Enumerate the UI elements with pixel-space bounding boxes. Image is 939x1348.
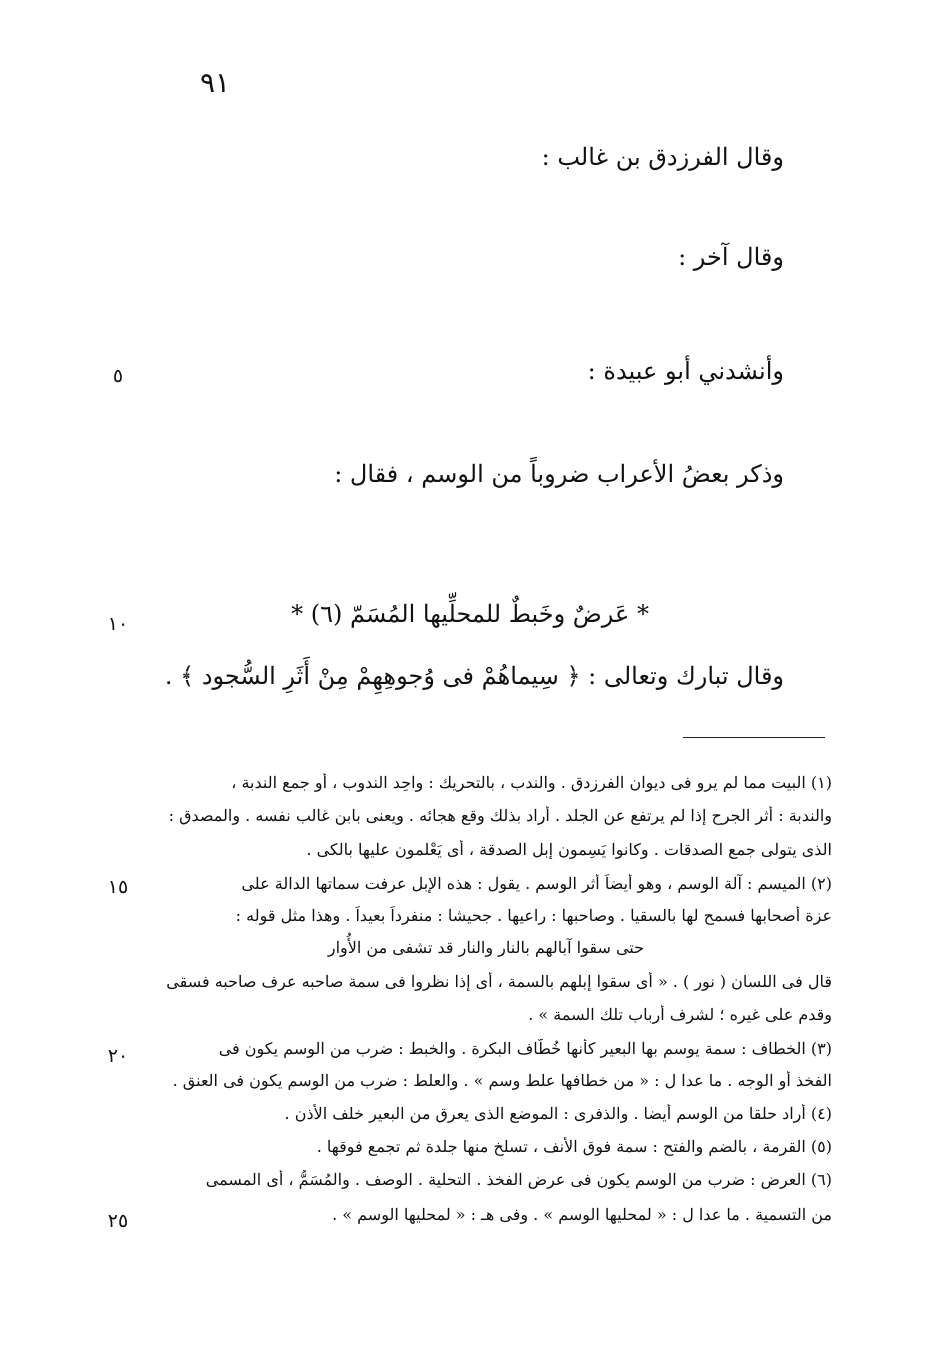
- footnote-line: والندبة : أثر الجرح إذا لم يرتفع عن الجلد . أراد بذلك وقع هجائه . ويعنى بابن غالب نفسه . والمصدق :: [168, 806, 832, 825]
- intro-bedouin: وذكر بعضُ الأعراب ضروباً من الوسم ، فقال :: [334, 460, 784, 488]
- footnote-line: (٢) الميسم : آلة الوسم ، وهو أيضاً أثر الوسم . يقول : هذه الإبل عرفت سماتها الدالة على: [241, 874, 832, 893]
- page-number: ٩١: [200, 66, 231, 99]
- intro-abu-ubayda: وأنشدني أبو عبيدة :: [587, 357, 784, 385]
- footnote-line: الذى يتولى جمع الصدقات . وكانوا يَسِمون إبل الصدقة ، أى يَعْلمون عليها بالكى .: [306, 840, 832, 859]
- intro-farazdaq: وقال الفرزدق بن غالب :: [541, 143, 784, 171]
- footnote-line: (٣) الخطاف : سمة يوسم بها البعير كأنها خُطَّاف البكرة . والخبط : ضرب من الوسم يكون فى: [218, 1039, 832, 1058]
- footnote-line: (١) البيت مما لم يرو فى ديوان الفرزدق . والندب ، بالتحريك : واحِد الندوب ، أو جمع الندبة ،: [231, 773, 832, 792]
- footnote-line: قال فى اللسان ( نور ) . « أى سقوا إبلهم بالسمة ، أى إذا نظروا فى سمة صاحبه عرف صاحبه فسقى: [166, 972, 832, 991]
- footnote-line: من التسمية . ما عدا ل : « لمحليها الوسم » . وفى هـ : « لمحليها الوسم » .: [332, 1205, 832, 1224]
- verse-6: * عَرضٌ وخَبطٌ للمحلِّيها المُسَمّ (٦) *: [291, 600, 649, 628]
- line-number-20: ٢٠: [107, 1045, 129, 1067]
- line-number-5: ٥: [112, 365, 124, 387]
- line-number-10: ١٠: [107, 613, 129, 635]
- line-number-25: ٢٥: [107, 1210, 129, 1232]
- line-number-15: ١٥: [107, 876, 129, 898]
- footnote-line: (٤) أراد حلقا من الوسم أيضا . والذفرى : الموضع الذى يعرق من البعير خلف الأذن .: [284, 1104, 832, 1123]
- footnote-line: الفخذ أو الوجه . ما عدا ل : « من خطافها علط وسم » . والعلط : ضرب من الوسم يكون فى العنق .: [172, 1071, 832, 1090]
- footnote-line: وقدم على غيره ؛ لشرف أرباب تلك السمة » .: [528, 1005, 832, 1024]
- footnote-separator: [683, 737, 825, 738]
- footnote-line: عزة أصحابها فسمح لها بالسقيا . وصاحبها : راعيها . جحيشا : منفرداً بعيداً . وهذا مثل قوله :: [235, 906, 832, 925]
- footnote-verse: حتى سقوا آبالهم بالنار والنار قد تشفى من الأُوار: [327, 938, 644, 957]
- footnote-line: (٦) العرض : ضرب من الوسم يكون فى عرض الفخذ . التحلية . الوصف . والمُسَمُّ ، أى المسمى: [205, 1170, 832, 1189]
- quran-quotation: وقال تبارك وتعالى : ﴿ سِيماهُمْ فى وُجوهِهِمْ مِنْ أَثَرِ السُّجود ﴾ .: [164, 662, 784, 690]
- intro-other-poet: وقال آخر :: [678, 243, 784, 271]
- footnote-line: (٥) القرمة ، بالضم والفتح : سمة فوق الأنف ، تسلخ منها جلدة ثم تجمع فوقها .: [316, 1137, 832, 1156]
